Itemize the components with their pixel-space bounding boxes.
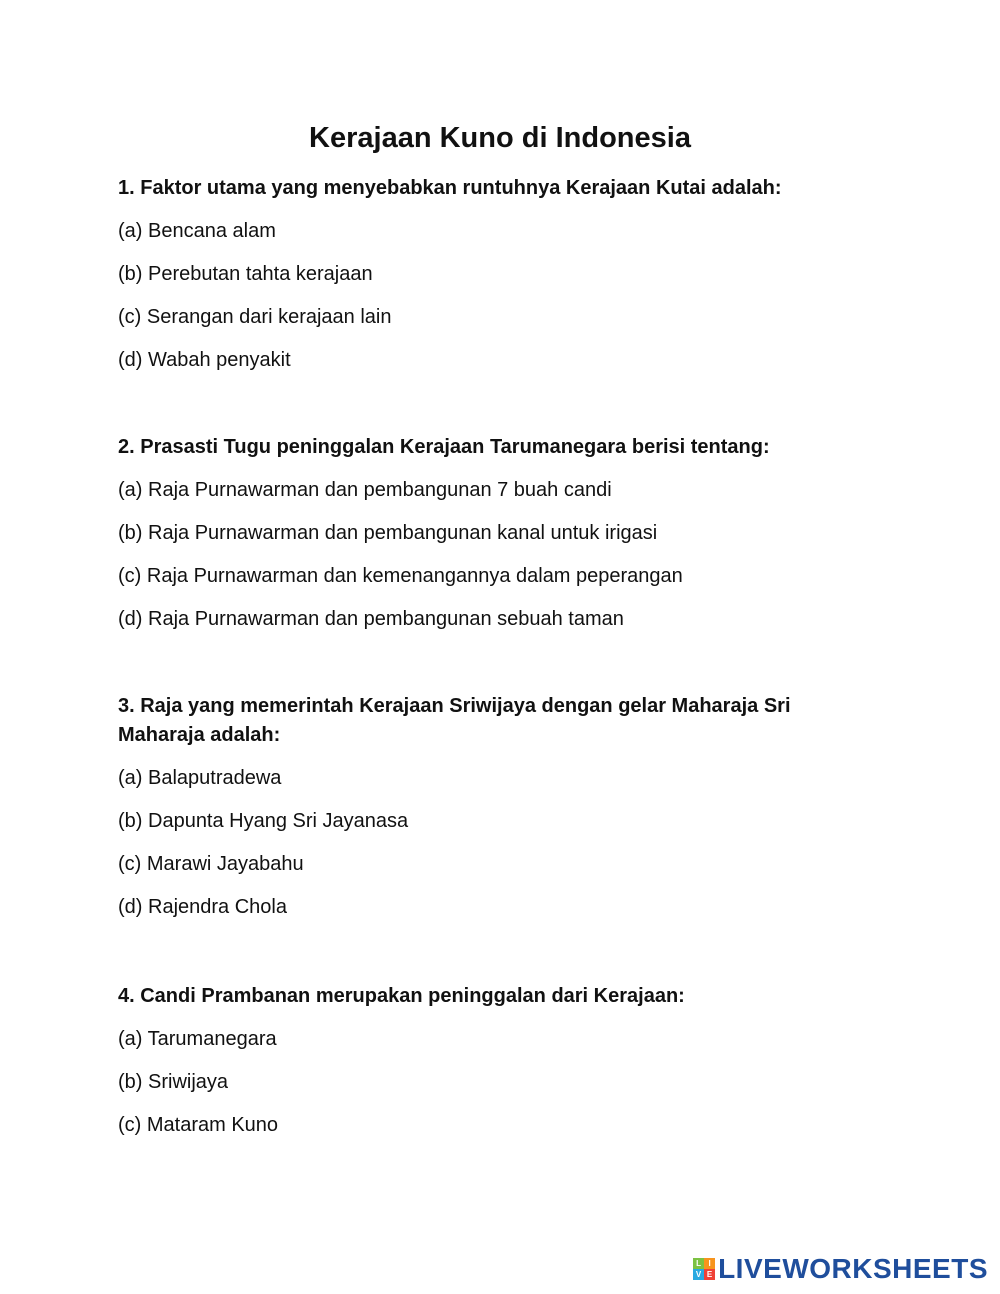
question-1 — [118, 174, 818, 389]
logo-letter: L — [693, 1258, 704, 1269]
option-c: (c) Raja Purnawarman dan kemenangannya dalam peperangan — [118, 565, 683, 587]
option-b: (b) Perebutan tahta kerajaan — [118, 263, 373, 285]
brand-name: LIVEWORKSHEETS — [718, 1253, 988, 1284]
option-c: (c) Mataram Kuno — [118, 1114, 279, 1136]
option-a: (a) Tarumanegara — [118, 1028, 277, 1050]
question-3 — [118, 692, 818, 936]
option-a: (a) Bencana alam — [118, 220, 276, 242]
logo-letter: I — [704, 1258, 715, 1269]
option-b: (b) Raja Purnawarman dan pembangunan kanal untuk irigasi — [118, 522, 658, 544]
logo-letter: E — [704, 1269, 715, 1280]
option-a: (a) Raja Purnawarman dan pembangunan 7 buah candi — [118, 479, 612, 501]
page-title: Kerajaan Kuno di Indonesia — [309, 122, 691, 154]
option-b: (b) Sriwijaya — [118, 1071, 229, 1093]
option-d: (d) Raja Purnawarman dan pembangunan sebuah taman — [118, 608, 624, 630]
question-text: 3. Raja yang memerintah Kerajaan Sriwijaya dengan gelar Maharaja Sri Maharaja adalah: — [118, 695, 791, 746]
question-text: 1. Faktor utama yang menyebabkan runtuhnya Kerajaan Kutai adalah: — [118, 177, 782, 199]
question-2 — [118, 433, 818, 648]
option-b: (b) Dapunta Hyang Sri Jayanasa — [118, 810, 409, 832]
liveworksheets-logo-icon — [693, 1258, 715, 1280]
question-4 — [118, 982, 818, 1154]
option-d: (d) Rajendra Chola — [118, 896, 287, 918]
question-text: 2. Prasasti Tugu peninggalan Kerajaan Tarumanegara berisi tentang: — [118, 436, 770, 458]
question-text: 4. Candi Prambanan merupakan peninggalan dari Kerajaan: — [118, 985, 685, 1007]
logo-letter: V — [693, 1269, 704, 1280]
option-d: (d) Wabah penyakit — [118, 349, 291, 371]
liveworksheets-brand[interactable] — [693, 1254, 988, 1284]
option-a: (a) Balaputradewa — [118, 767, 282, 789]
option-c: (c) Serangan dari kerajaan lain — [118, 306, 392, 328]
option-c: (c) Marawi Jayabahu — [118, 853, 304, 875]
